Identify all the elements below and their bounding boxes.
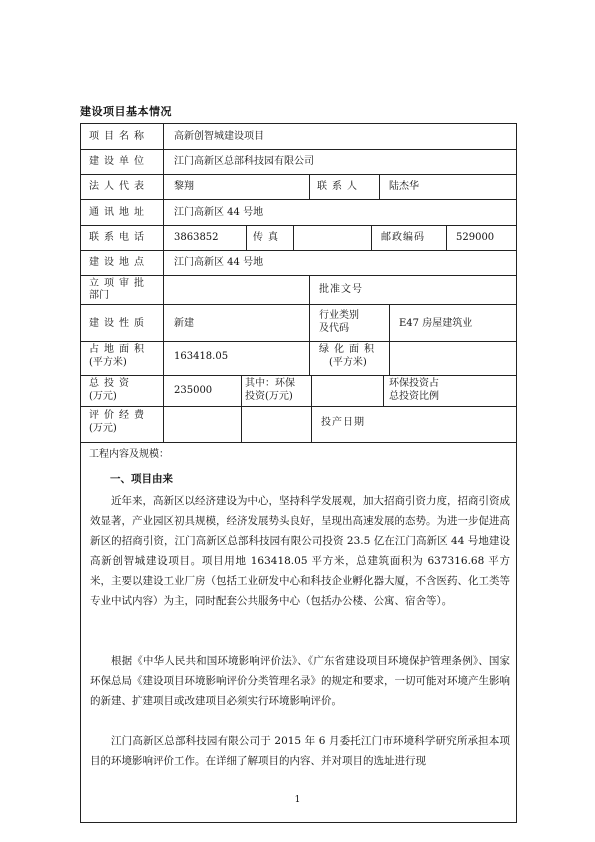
paragraph-2	[90, 651, 510, 711]
section-1-title: 一、项目由来	[110, 473, 173, 485]
env-ratio-label: 环保投资占	[389, 378, 439, 389]
page-number: 1	[294, 795, 301, 805]
approval-no-label: 批准文号	[319, 284, 363, 295]
nature-label: 建设性质	[89, 318, 149, 329]
paragraph-text: 根据《中华人民共和国环境影响评价法》、《广东省建设项目环境保护管理条例》、国家环保总局《建设项目环境影响评价分类管理名录》的规定和要求，一切可能对环境产生影响的新建、扩建项目或改建项目必须实行环境影响评价。	[90, 655, 510, 707]
land-area-label-2: (平方米)	[89, 357, 127, 368]
fax-label: 传真	[253, 232, 283, 243]
industry-label: 行业类别	[319, 310, 359, 321]
row-divider	[81, 250, 516, 251]
col-divider	[163, 124, 164, 442]
land-area-value: 163418.05	[174, 351, 229, 362]
contact-label: 联系人	[317, 181, 362, 192]
project-name-label: 项目名称	[89, 131, 149, 142]
row-divider	[81, 304, 516, 305]
row-divider	[81, 341, 516, 342]
col-divider	[371, 225, 372, 250]
col-divider	[383, 375, 384, 406]
eval-fee-label-2: (万元)	[89, 423, 117, 434]
row-divider	[81, 375, 516, 376]
investment-value: 235000	[174, 385, 213, 396]
address-value: 江门高新区 44 号地	[174, 207, 264, 218]
col-divider	[446, 225, 447, 250]
content-heading: 工程内容及规模：	[89, 449, 169, 460]
col-divider	[293, 225, 294, 250]
postcode-value: 529000	[456, 232, 495, 243]
col-divider	[389, 341, 390, 375]
col-divider	[246, 225, 247, 250]
address-label: 通讯地址	[89, 207, 149, 218]
builder-label: 建设单位	[89, 156, 149, 167]
paragraph-text: 近年来，高新区以经济建设为中心，坚持科学发展观，加大招商引资力度，招商引资成效显著，产业园区初具规模，经济发展势头良好，呈现出高速发展的态势。为进一步促进高新区的招商引资，江门高新区总部科技园有限公司投资 23.5 亿在江门高新区 44 号地建设高新创智城建设项目。项目用地 163418.05 平方米，总建筑面积为 637316.68 平方米，主要以建设工业厂房（包括工业研发中心和科技企业孵化器大厦，不含医药、化工类等专业中试内容）为主，同时配套公共服务中心（包括办公楼、公寓、宿舍等）。	[90, 495, 510, 607]
paragraph-3	[90, 731, 510, 793]
phone-label: 联系电话	[89, 232, 149, 243]
paragraph-1	[90, 491, 510, 611]
project-name-value: 高新创智城建设项目	[174, 131, 264, 142]
env-ratio-label-2: 总投资比例	[389, 391, 439, 402]
row-divider	[81, 225, 516, 226]
site-value: 江门高新区 44 号地	[174, 257, 264, 268]
builder-value: 江门高新区总部科技园有限公司	[174, 156, 314, 167]
row-divider	[81, 275, 516, 276]
env-invest-label: 其中：环保	[245, 378, 295, 389]
col-divider	[389, 304, 390, 341]
col-divider	[379, 174, 380, 199]
approval-dept-label-2: 部门	[89, 290, 109, 301]
investment-label: 总投资	[89, 378, 134, 389]
green-area-label: 绿化面积	[319, 344, 379, 355]
site-label: 建设地点	[89, 257, 149, 268]
row-divider	[81, 406, 516, 407]
phone-value: 3863852	[174, 232, 219, 243]
nature-value: 新建	[174, 318, 194, 329]
industry-value: E47 房屋建筑业	[399, 318, 473, 329]
col-divider	[309, 174, 310, 199]
start-date-label: 投产日期	[321, 417, 365, 428]
doc-title: 建设项目基本情况	[80, 105, 172, 118]
contact-value: 陆杰华	[389, 181, 419, 192]
investment-label-2: (万元)	[89, 391, 117, 402]
paragraph-text: 江门高新区总部科技园有限公司于 2015 年 6 月委托江门市环境科学研究所承担本项目的环境影响评价工作。在详细了解项目的内容、并对项目的选址进行现	[90, 735, 510, 767]
col-divider	[241, 375, 242, 442]
green-area-label-2: (平方米)	[329, 357, 367, 368]
col-divider	[311, 406, 312, 442]
col-divider	[309, 275, 310, 375]
legal-rep-label: 法人代表	[89, 181, 149, 192]
postcode-label: 邮政编码	[381, 232, 425, 243]
env-invest-label-2: 投资(万元)	[245, 391, 293, 402]
legal-rep-value: 黎翔	[174, 181, 194, 192]
row-divider	[81, 199, 516, 200]
row-divider	[81, 174, 516, 175]
row-divider	[81, 442, 516, 443]
eval-fee-label: 评价经费	[89, 410, 149, 421]
land-area-label: 占地面积	[89, 344, 149, 355]
industry-label-2: 及代码	[319, 323, 349, 334]
approval-dept-label: 立项审批	[89, 278, 149, 289]
row-divider	[81, 149, 516, 150]
col-divider	[311, 375, 312, 406]
